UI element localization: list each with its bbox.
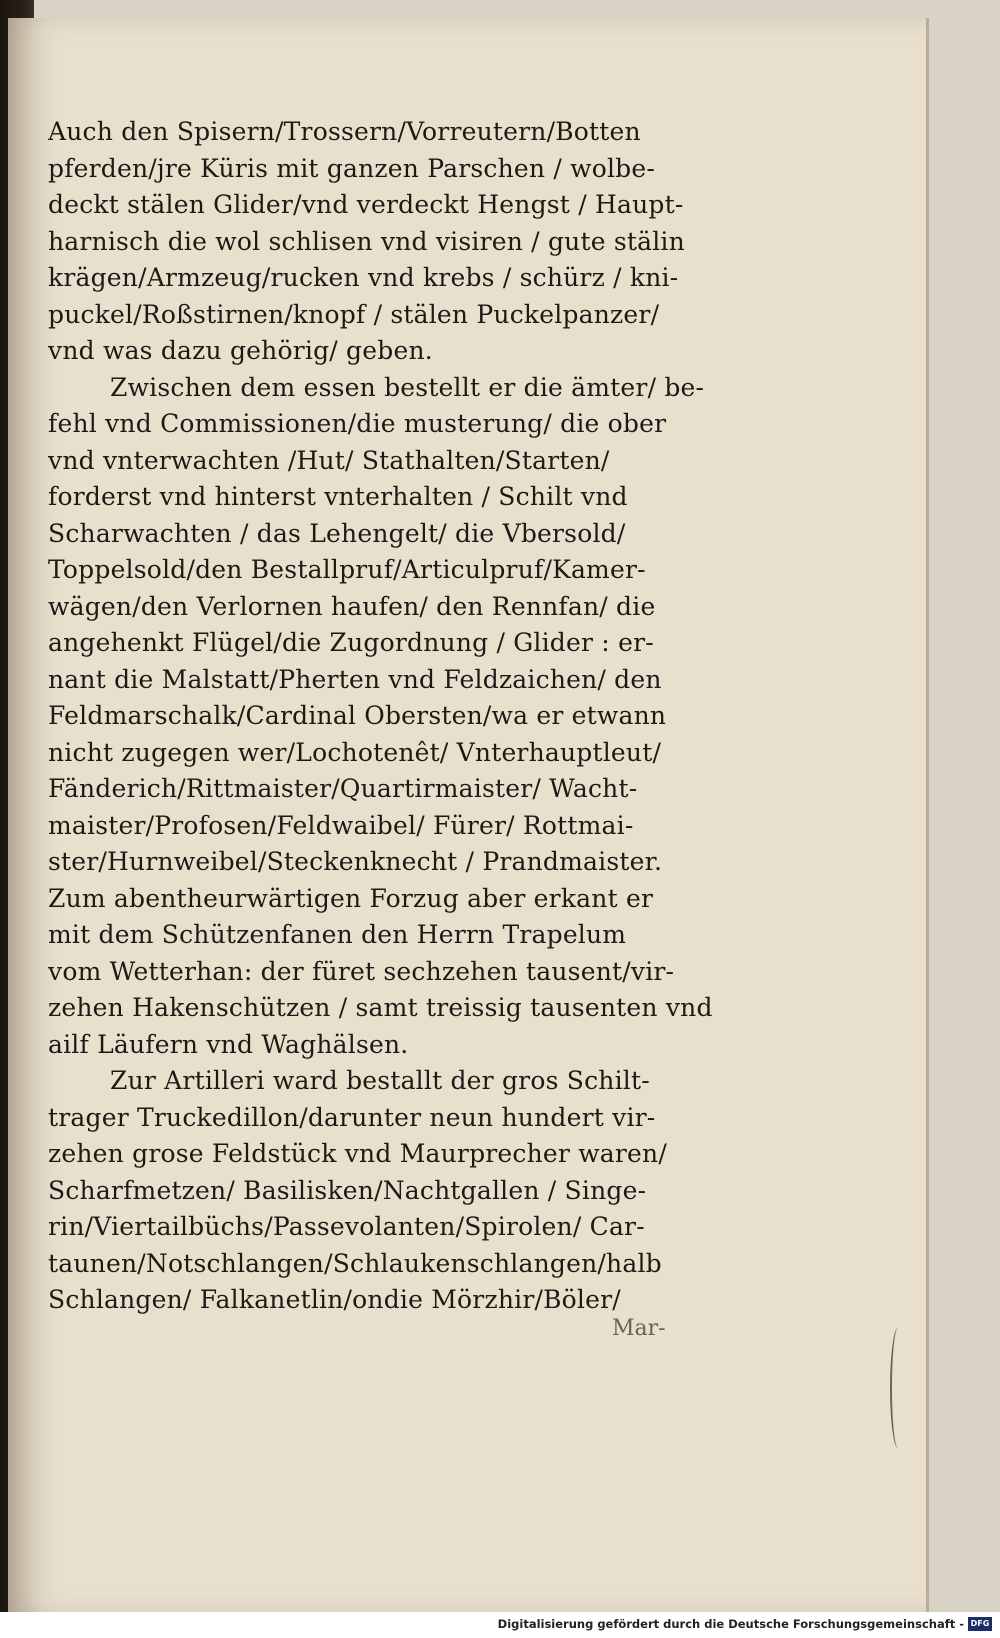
- text-line: rin/Viertailbüchs/Passevolanten/Spirolen/ Car-: [48, 1212, 645, 1241]
- text-line: Auch den Spisern/Trossern/Vorreutern/Botten: [48, 117, 641, 146]
- text-line: fehl vnd Commissionen/die musterung/ die ober: [48, 409, 667, 438]
- text-line: forderst vnd hinterst vnterhalten / Schilt vnd: [48, 482, 628, 511]
- catchword: Mar-: [612, 1316, 666, 1341]
- text-line: nicht zugegen wer/Lochotenêt/ Vnterhauptleut/: [48, 737, 662, 767]
- book-page: [8, 18, 929, 1616]
- text-line: Schlangen/ Falkanetlin/ondie Mörzhir/Böler/: [48, 1285, 621, 1314]
- paragraph-start-line: Zur Artilleri ward bestallt der gros Schilt-: [110, 1066, 650, 1095]
- text-line: vom Wetterhan: der füret sechzehen tausent/vir-: [48, 956, 675, 986]
- paragraph-start-line: Zwischen dem essen bestellt er die ämter/ be-: [110, 372, 705, 402]
- text-line: ster/Hurnweibel/Steckenknecht / Prandmaister.: [48, 847, 663, 876]
- text-line: nant die Malstatt/Pherten vnd Feldzaichen/ den: [48, 664, 662, 694]
- text-line: taunen/Notschlangen/Schlaukenschlangen/halb: [48, 1248, 662, 1278]
- dfg-logo: DFG: [968, 1617, 992, 1631]
- text-line: zehen grose Feldstück vnd Maurprecher waren/: [48, 1139, 667, 1168]
- text-line: puckel/Roßstirnen/knopf / stälen Puckelpanzer/: [48, 299, 660, 329]
- funding-credit: Digitalisierung gefördert durch die Deutsche Forschungsgemeinschaft -: [497, 1617, 964, 1631]
- text-line: Fänderich/Rittmaister/Quartirmaister/ Wacht-: [48, 774, 638, 803]
- text-line: deckt stälen Glider/vnd verdeckt Hengst / Haupt-: [48, 190, 684, 219]
- text-line: Scharfmetzen/ Basilisken/Nachtgallen / Singe-: [48, 1175, 647, 1205]
- text-line: vnd vnterwachten /Hut/ Stathalten/Starten/: [48, 445, 610, 475]
- text-line: krägen/Armzeug/rucken vnd krebs / schürz / kni-: [48, 263, 679, 292]
- text-line: harnisch die wol schlisen vnd visiren / gute stälin: [48, 226, 685, 256]
- text-line: vnd was dazu gehörig/ geben.: [48, 336, 433, 365]
- text-line: Zum abentheurwärtigen Forzug aber erkant er: [48, 883, 654, 913]
- text-line: Feldmarschalk/Cardinal Obersten/wa er etwann: [48, 701, 667, 730]
- text-line: zehen Hakenschützen / samt treissig tausenten vnd: [48, 993, 713, 1022]
- text-line: maister/Profosen/Feldwaibel/ Fürer/ Rottmai-: [48, 810, 634, 840]
- digitization-footer: [0, 1612, 1000, 1638]
- page-edge-fold: [890, 1328, 906, 1448]
- text-line: Scharwachten / das Lehengelt/ die Vbersold/: [48, 518, 626, 548]
- page-text: [48, 114, 728, 1319]
- text-line: mit dem Schützenfanen den Herrn Trapelum: [48, 920, 627, 949]
- text-line: wägen/den Verlornen haufen/ den Rennfan/ die: [48, 591, 656, 621]
- text-line: ailf Läufern vnd Waghälsen.: [48, 1029, 409, 1059]
- text-line: pferden/jre Küris mit ganzen Parschen / wolbe-: [48, 153, 656, 183]
- text-line: Toppelsold/den Bestallpruf/Articulpruf/Kamer-: [48, 555, 646, 584]
- text-line: trager Truckedillon/darunter neun hundert vir-: [48, 1102, 656, 1132]
- text-line: angehenkt Flügel/die Zugordnung / Glider : er-: [48, 628, 654, 657]
